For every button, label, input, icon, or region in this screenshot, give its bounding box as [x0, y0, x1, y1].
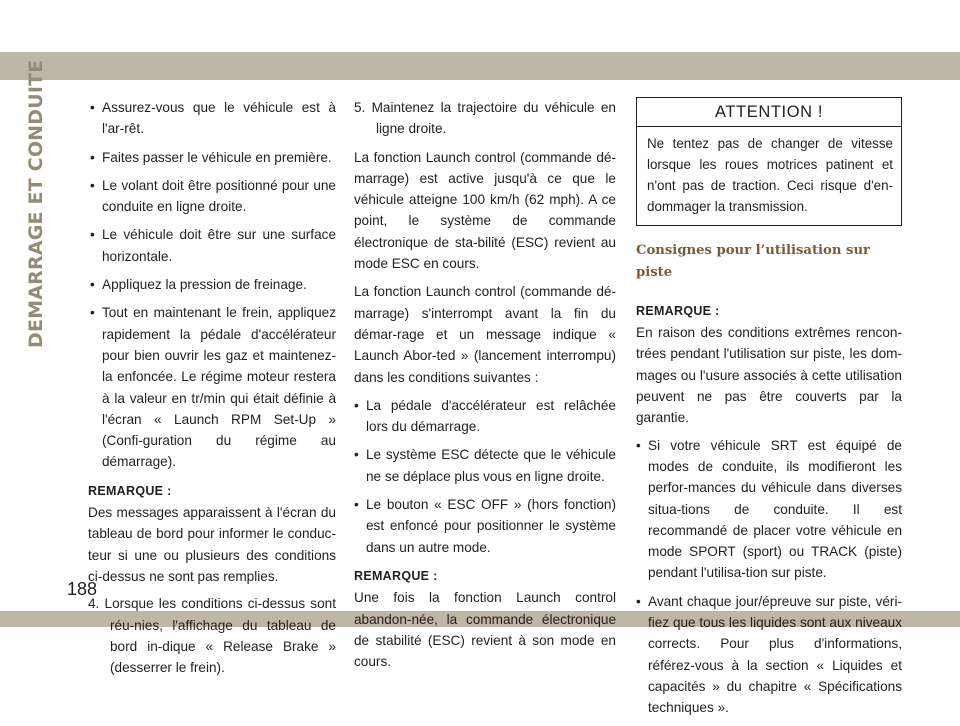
attention-text: Ne tentez pas de changer de vitesse lorsque les roues motrices patinent et n'ont pas de traction. Ceci risque d'en-dommager la transmission.	[647, 136, 893, 215]
list-item: • Assurez-vous que le véhicule est à l'ar-rêt.	[88, 97, 336, 140]
list-item: • Le bouton « ESC OFF » (hors fonction) est enfoncé pour positionner le système dans un autre mode.	[354, 494, 616, 558]
section-side-title: DEMARRAGE ET CONDUITE	[25, 59, 47, 348]
list-item: • Appliquez la pression de freinage.	[88, 274, 336, 295]
list-item: • Le véhicule doit être sur une surface horizontale.	[88, 224, 336, 267]
page-number: 188	[67, 579, 98, 599]
list-item: • Si votre véhicule SRT est équipé de modes de conduite, ils modifieront les perfor-mances du véhicule dans diverses situa-tions de conduite. Il est recommandé de placer votre véhicule en mode SPORT (sport) ou TRACK (piste) pendant l'utilisa-tion sur piste.	[636, 435, 902, 584]
list-item: • Le volant doit être positionné pour une conduite en ligne droite.	[88, 175, 336, 218]
list-item: • Faites passer le véhicule en première.	[88, 147, 336, 168]
step-4: 4. Lorsque les conditions ci-dessus sont réu-nies, l'affichage du tableau de bord in-dique « Release Brake » (desserrer le frein).	[88, 596, 336, 676]
bullet-icon: •	[90, 149, 95, 165]
note-label: REMARQUE :	[636, 303, 720, 318]
bullet-icon: •	[90, 177, 95, 193]
column-1	[88, 97, 336, 685]
list-item: • Le système ESC détecte que le véhicule ne se déplace plus vous en ligne droite.	[354, 444, 616, 487]
column-2	[354, 97, 616, 678]
list-item: • Avant chaque jour/épreuve sur piste, véri-fiez que tous les liquides sont aux niveaux corrects. Pour plus d'informations, référez-vous à la section « Liquides et capacités » du chapitre « Spécifications techniques ».	[636, 591, 902, 719]
column-3	[636, 97, 902, 726]
note-text: Une fois la fonction Launch control abandon-née, la commande électronique de stabilité (ESC) revient à son mode en cours.	[354, 590, 616, 670]
bullet-icon: •	[636, 437, 641, 453]
attention-box	[636, 97, 902, 226]
list-item: • La pédale d'accélérateur est relâchée lors du démarrage.	[354, 395, 616, 438]
bullet-icon: •	[90, 100, 95, 115]
note-text: Des messages apparaissent à l'écran du tableau de bord pour informer le conduc-teur si une ou plusieurs des conditions ci-dessus ne sont pas remplies.	[88, 505, 336, 584]
bullet-icon: •	[90, 227, 95, 243]
attention-title: ATTENTION !	[637, 98, 901, 127]
bullet-icon: •	[354, 397, 359, 413]
paragraph: La fonction Launch control (commande dé-marrage) s'interrompt avant la fin du démar-rage et un message indique « Launch Abor-ted » (lancement interrompu) dans les conditions suivantes :	[354, 284, 616, 385]
bullet-icon: •	[90, 305, 95, 321]
paragraph: La fonction Launch control (commande dé-marrage) est active jusqu'à ce que le véhicule atteigne 100 km/h (62 mph). A ce point, le système de commande électronique de sta-bilité (ESC) revient au mode ESC en cours.	[354, 149, 616, 272]
list-item: • Tout en maintenant le frein, appliquez rapidement la pédale d'accélérateur pour bien ouvrir les gaz et maintenez-la enfoncée. Le régime moteur restera à la valeur en tr/min qui était définie à l'écran « Launch RPM Set-Up » (Confi-guration du régime au démarrage).	[88, 302, 336, 472]
bullet-icon: •	[90, 277, 95, 293]
note-label: REMARQUE :	[354, 568, 438, 583]
top-band	[0, 52, 960, 80]
note-label: REMARQUE :	[88, 483, 172, 498]
note-text: En raison des conditions extrêmes rencon-trées pendant l'utilisation sur piste, les dom-mages ou l'usure associés à cette utilisation peuvent ne pas être couverts par la garantie.	[636, 325, 902, 426]
bullet-icon: •	[354, 497, 359, 513]
bullet-icon: •	[354, 447, 359, 463]
bullet-icon: •	[636, 593, 641, 609]
step-5: 5. Maintenez la trajectoire du véhicule en ligne droite.	[354, 100, 616, 137]
section-heading: Consignes pour l’utilisation sur piste	[636, 243, 870, 280]
